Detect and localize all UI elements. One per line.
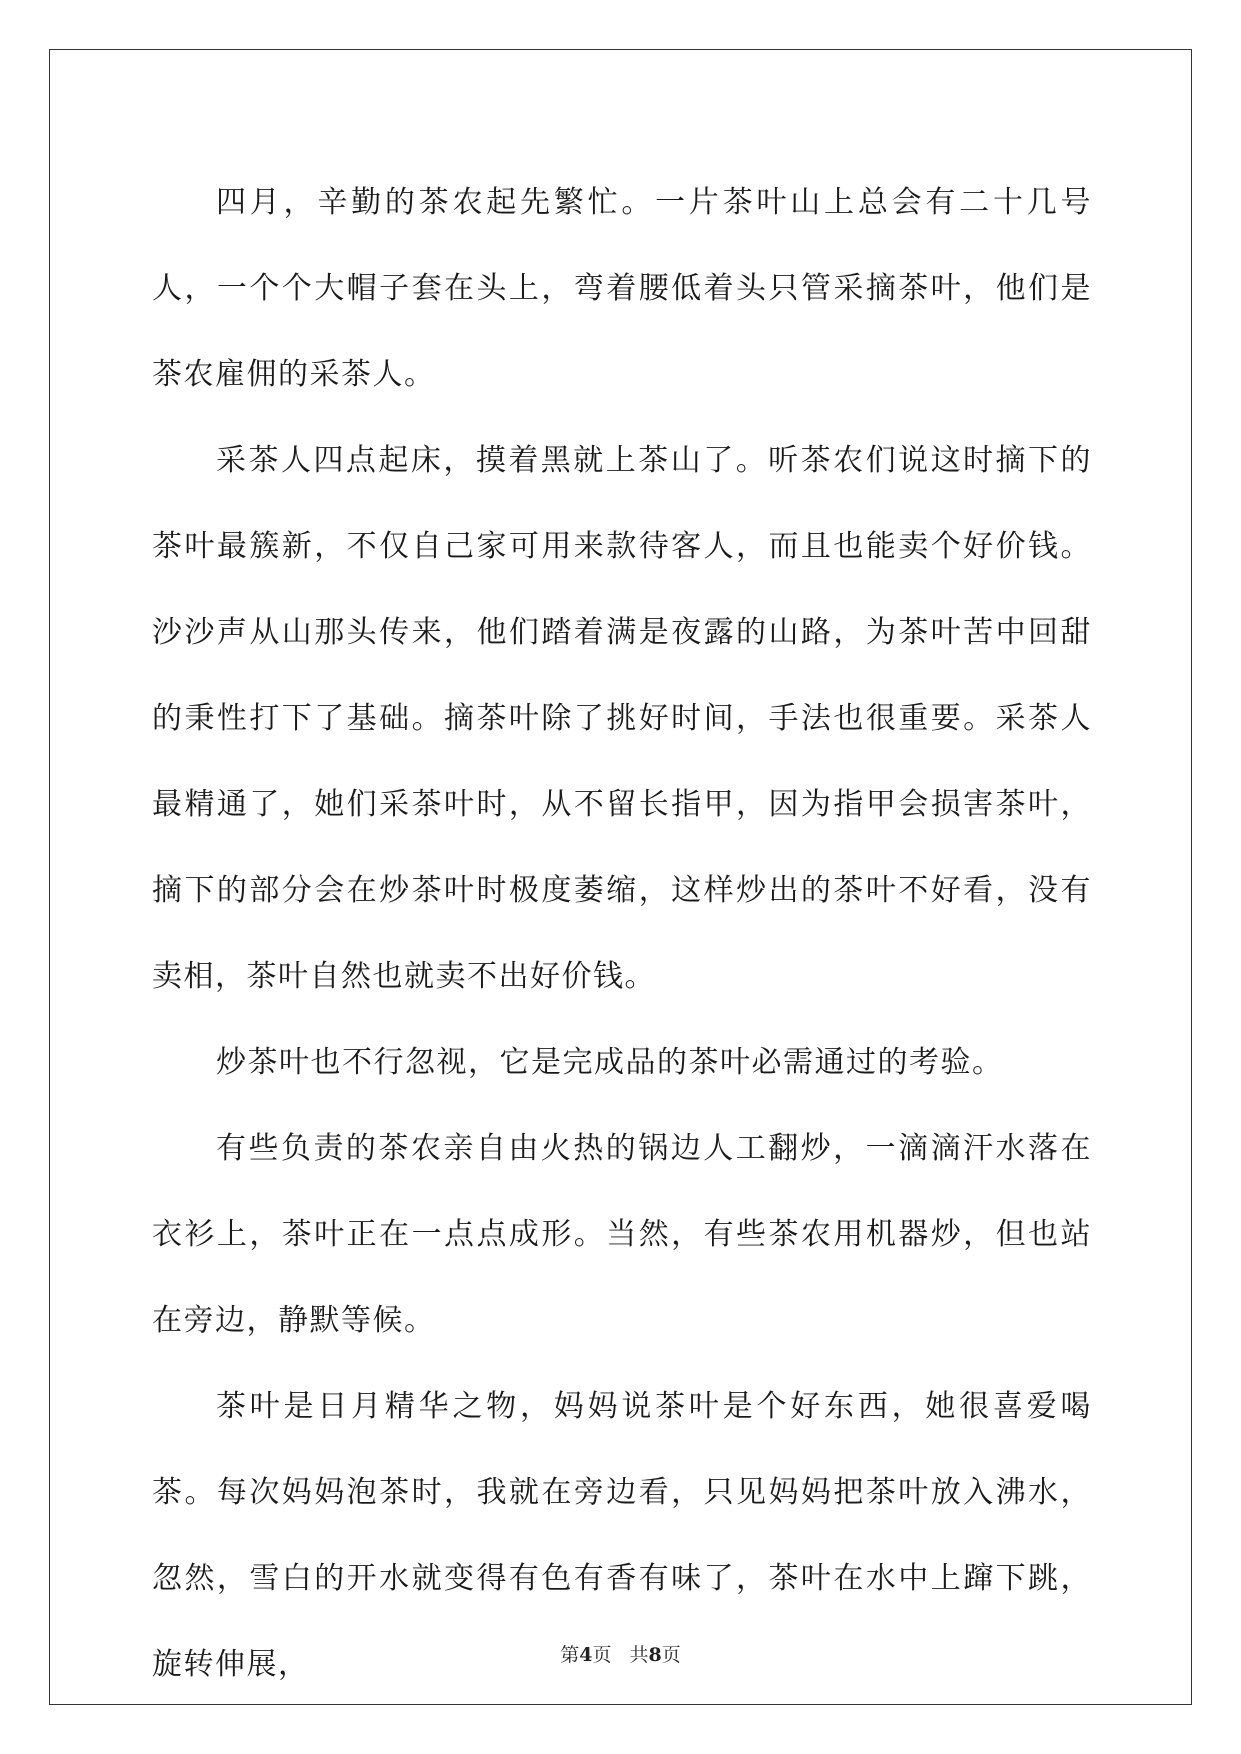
total-pages	[630, 1644, 681, 1666]
page-unit: 页	[592, 1644, 612, 1666]
current-page: 4	[579, 1644, 593, 1666]
paragraph-1: 四月，辛勤的茶农起先繁忙。一片茶叶山上总会有二十几号人，一个个大帽子套在头上，弯着腰低着头只管采摘茶叶，他们是茶农雇佣的采茶人。	[152, 185, 1092, 392]
paragraph-2: 采茶人四点起床，摸着黑就上茶山了。听茶农们说这时摘下的茶叶最簇新，不仅自己家可用来款待客人，而且也能卖个好价钱。沙沙声从山那头传来，他们踏着满是夜露的山路，为茶叶苦中回甜的秉性打下了基础。摘茶叶除了挑好时间，手法也很重要。采茶人最精通了，她们采茶叶时，从不留长指甲，因为指甲会损害茶叶，摘下的部分会在炒茶叶时极度萎缩，这样炒出的茶叶不好看，没有卖相，茶叶自然也就卖不出好价钱。	[152, 443, 1092, 994]
page-prefix: 第	[560, 1644, 580, 1666]
total-unit: 页	[661, 1644, 681, 1666]
total-prefix: 共	[629, 1644, 649, 1666]
paragraph-4: 有些负责的茶农亲自由火热的锅边人工翻炒，一滴滴汗水落在衣衫上，茶叶正在一点点成形。当然，有些茶农用机器炒，但也站在旁边，静默等候。	[152, 1131, 1092, 1338]
paragraph-5: 茶叶是日月精华之物，妈妈说茶叶是个好东西，她很喜爱喝茶。每次妈妈泡茶时，我就在旁边看，只见妈妈把茶叶放入沸水，忽然，雪白的开水就变得有色有香有味了，茶叶在水中上蹿下跳，旋转伸展，	[152, 1389, 1092, 1682]
page-number	[560, 1644, 611, 1666]
document-body	[152, 160, 1092, 1708]
page-footer	[0, 1640, 1241, 1667]
paragraph-3: 炒茶叶也不行忽视，它是完成品的茶叶必需通过的考验。	[216, 1045, 1004, 1080]
total-count: 8	[648, 1644, 662, 1666]
